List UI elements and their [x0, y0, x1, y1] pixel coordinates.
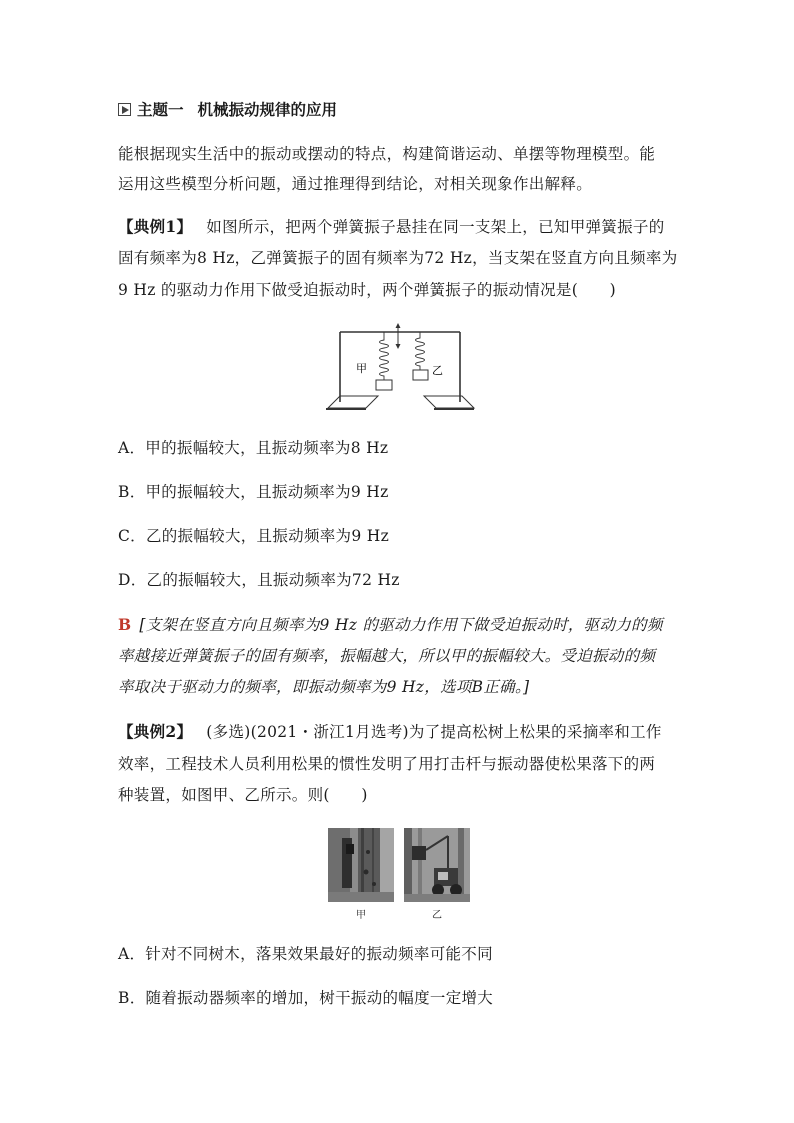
example1-analysis-line-2: 率越接近弹簧振子的固有频率，振幅越大，所以甲的振幅较大。受迫振动的频 [118, 647, 656, 665]
example1-analysis-line-1 [118, 615, 663, 635]
intro-line-2: 运用这些模型分析问题，通过推理得到结论，对相关现象作出解释。 [118, 175, 593, 193]
example1-option-d: D．乙的振幅较大，且振动频率为72 Hz [118, 571, 400, 589]
example1-text-1: 如图所示，把两个弹簧振子悬挂在同一支架上，已知甲弹簧振子的 [206, 218, 665, 236]
pine-harvester-photos [328, 828, 473, 920]
example2-tag: 【典例2】 [118, 722, 193, 741]
intro-line-1: 能根据现实生活中的振动或摆动的特点，构建简谐运动、单摆等物理模型。能 [118, 145, 656, 163]
example1-option-c: C．乙的振幅较大，且振动频率为9 Hz [118, 527, 390, 545]
photo-caption-right: 乙 [432, 910, 442, 921]
example1-line-1 [118, 217, 665, 237]
example1-option-a: A．甲的振幅较大，且振动频率为8 Hz [118, 439, 389, 457]
example2-option-b: B．随着振动器频率的增加，树干振动的幅度一定增大 [118, 989, 494, 1007]
play-triangle-icon [118, 103, 131, 116]
spring-oscillator-figure [320, 322, 480, 420]
figure-label-right: 乙 [432, 364, 443, 377]
example1-analysis-line-3: 率取决于驱动力的频率，即振动频率为9 Hz，选项B正确。] [118, 678, 530, 696]
photo-caption-left: 甲 [356, 910, 366, 921]
example2-text-1: (多选)(2021・浙江1月选考)为了提高松树上松果的采摘率和工作 [206, 723, 662, 741]
example2-line-3: 种装置，如图甲、乙所示。则( ) [118, 786, 368, 804]
example2-line-2: 效率，工程技术人员利用松果的惯性发明了用打击杆与振动器使松果落下的两 [118, 755, 656, 773]
topic-heading [118, 98, 337, 120]
photo-right-vibrator-machine [404, 828, 470, 902]
topic-title: 机械振动规律的应用 [197, 101, 338, 119]
example1-line-2: 固有频率为8 Hz，乙弹簧振子的固有频率为72 Hz，当支架在竖直方向且频率为 [118, 249, 678, 267]
example1-line-3: 9 Hz 的驱动力作用下做受迫振动时，两个弹簧振子的振动情况是( ) [118, 281, 616, 299]
example1-analysis-text-1: [支架在竖直方向且频率为9 Hz 的驱动力作用下做受迫振动时，驱动力的频 [139, 616, 663, 634]
example1-tag: 【典例1】 [118, 217, 193, 236]
example1-option-b: B．甲的振幅较大，且振动频率为9 Hz [118, 483, 389, 501]
example2-line-1 [118, 722, 662, 742]
topic-number: 主题一 [137, 101, 184, 119]
spring-oscillator-diagram [320, 322, 480, 420]
photo-left-striker-rod [328, 828, 394, 902]
example1-answer: B [118, 615, 132, 634]
example2-option-a: A．针对不同树木，落果效果最好的振动频率可能不同 [118, 945, 493, 963]
figure-label-left: 甲 [356, 362, 367, 375]
